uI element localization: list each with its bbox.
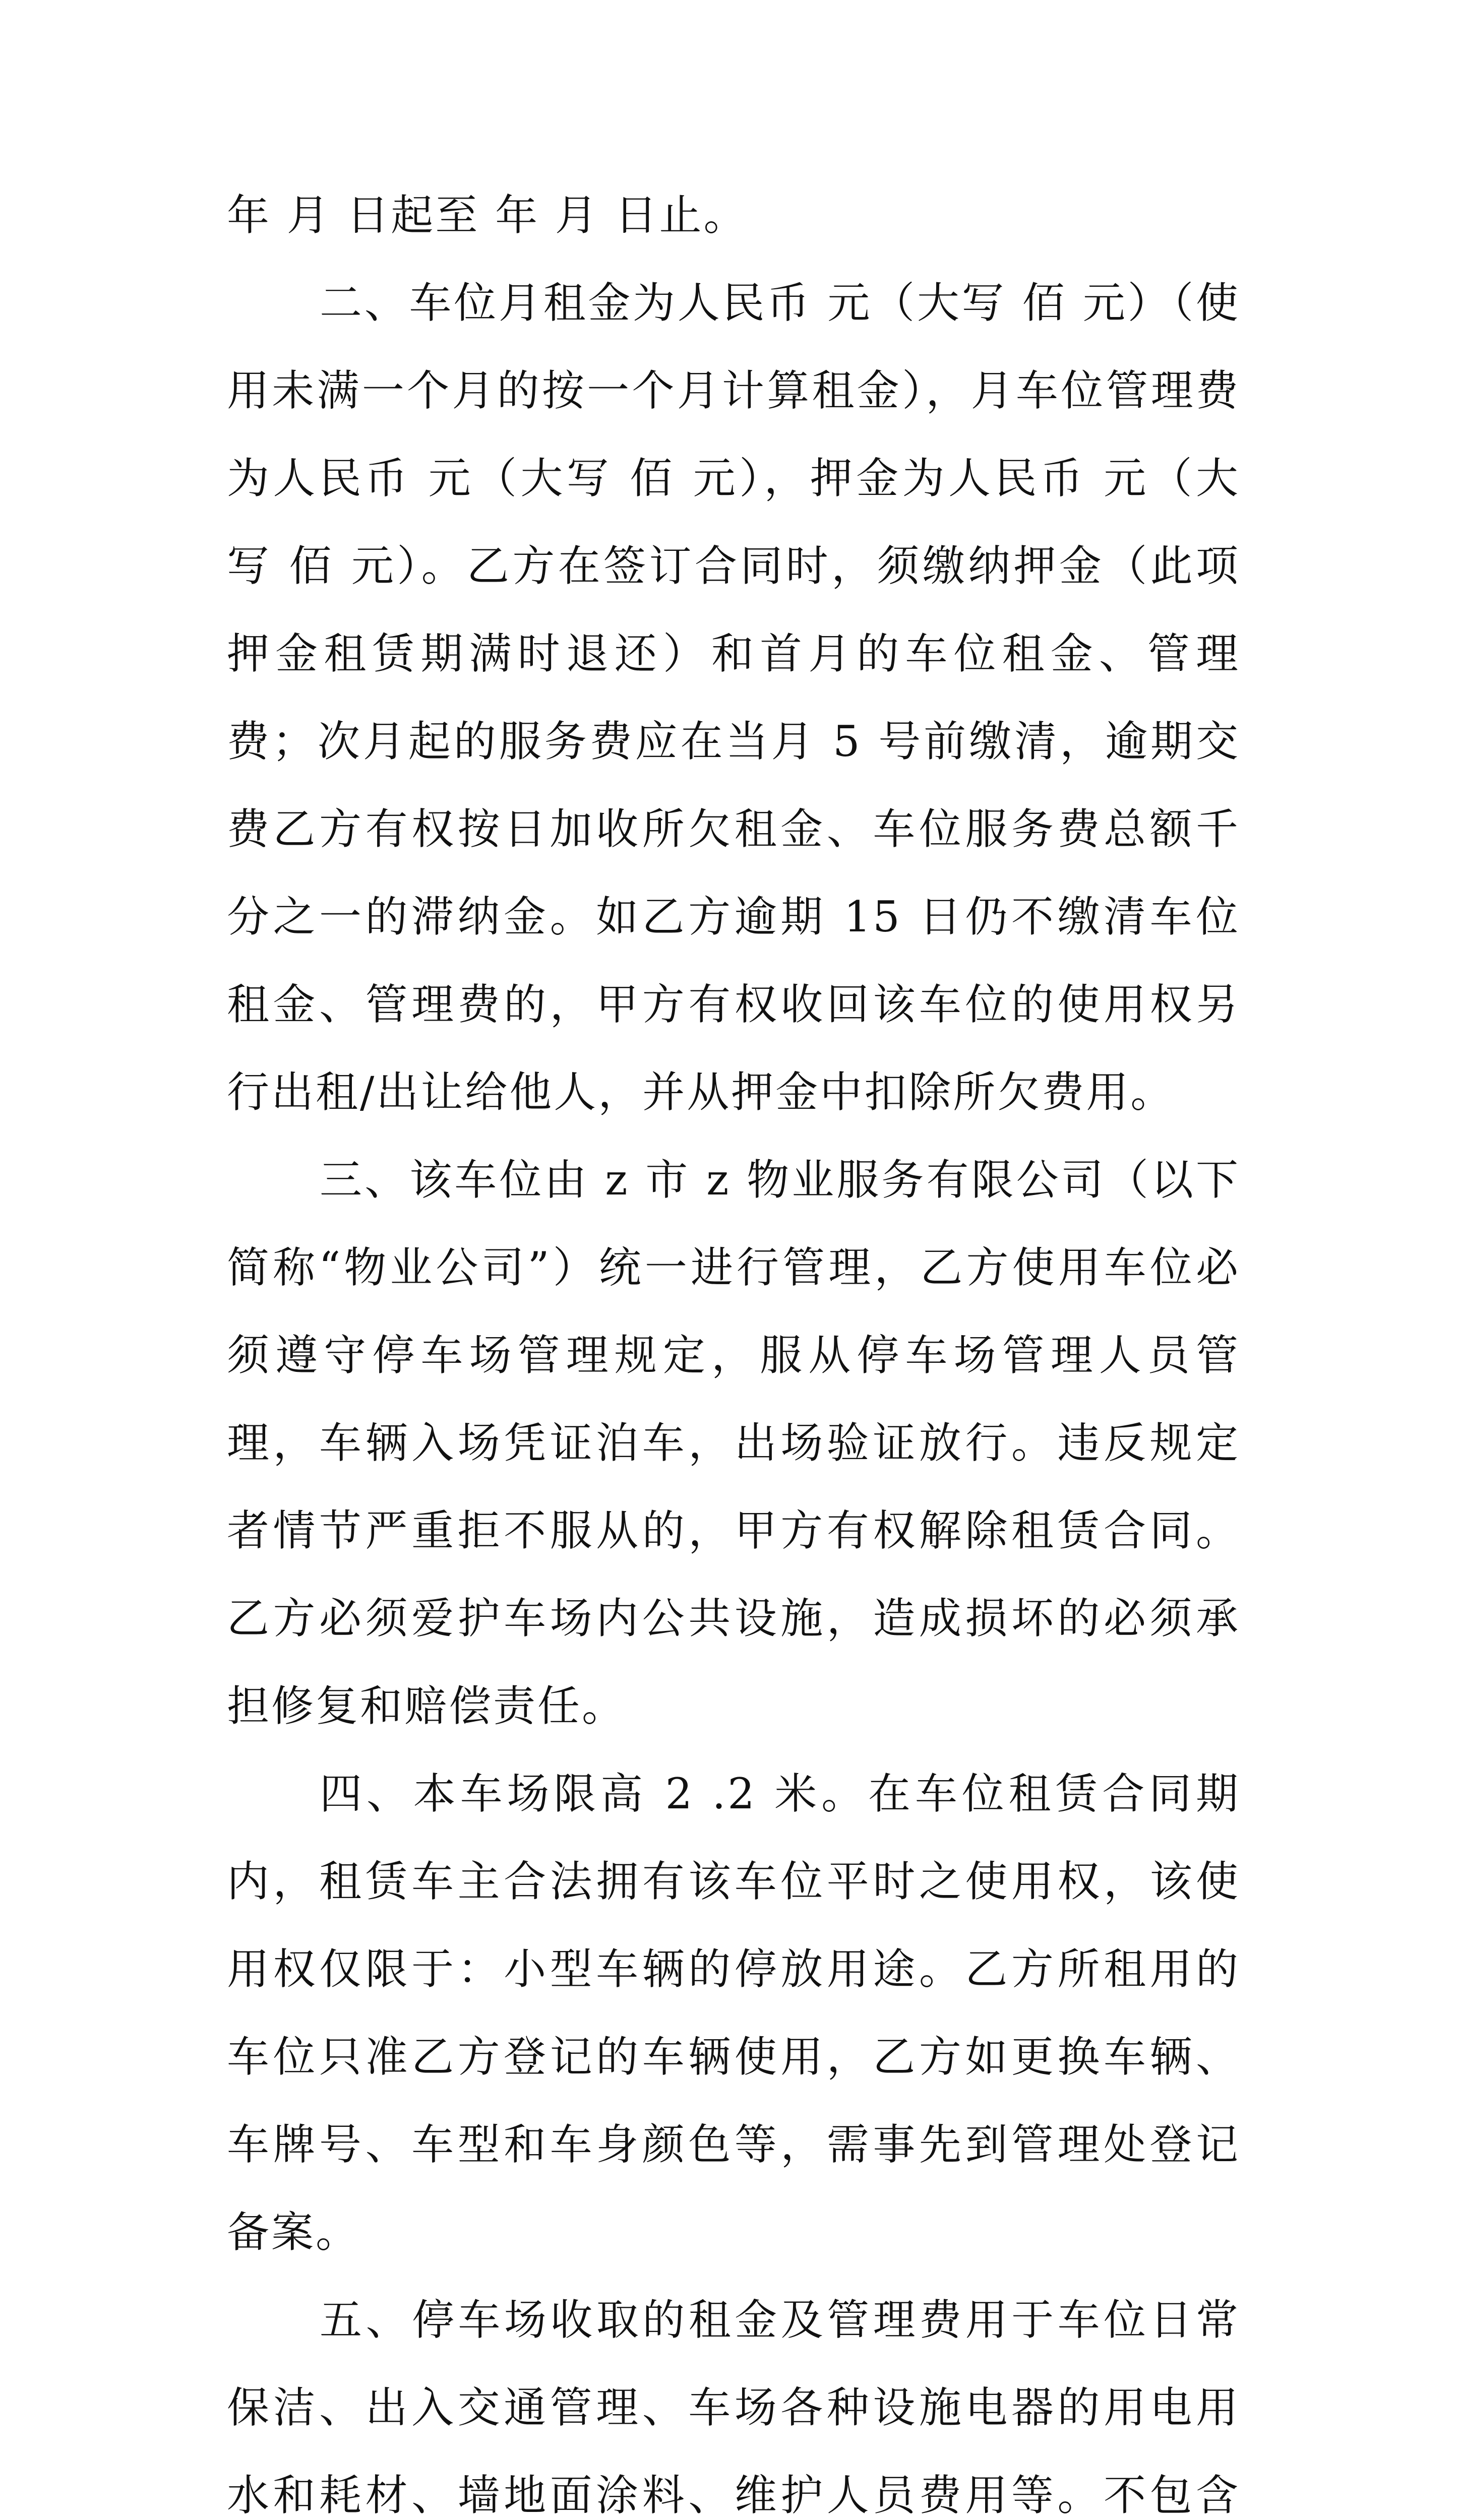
paragraph-fee-usage: 五、停车场收取的租金及管理费用于车位日常保洁、出入交通管理、车场各种设施电器的用电用水和耗材、墙地面涂料、维护人员费用等。不包含 [227, 2295, 1240, 2520]
paragraph-height-limit-and-usage: 四、本车场限高 2 .2 米。在车位租赁合同期内，租赁车主合法拥有该车位平时之使用权，该使用权仅限于：小型车辆的停放用途。乙方所租用的车位只准乙方登记的车辆使用，乙方如更换车辆、车牌号、车型和车身颜色等，需事先到管理处登记备案。 [227, 1769, 1240, 2257]
contract-body [227, 171, 1240, 2520]
paragraph-date-range: 年 月 日起至 年 月 日止。 [227, 191, 748, 240]
paragraph-rent-and-fees: 二、车位月租金为人民币 元（大写 佰 元）（使用未满一个月的按一个月计算租金），月车位管理费为人民币 元（大写 佰 元），押金为人民币 元（大写 佰 元）。乙方在签订合同时，须缴纳押金（此项押金租赁期满时退还）和首月的车位租金、管理费；次月起的服务费应在当月 5 号前缴清，逾期交费乙方有权按日加收所欠租金、车位服务费总额千分之一的滞纳金。如乙方逾期 15 日仍不缴清车位租金、管理费的，甲方有权收回该车位的使用权另行出租/出让给他人，并从押金中扣除所欠费用。 [227, 278, 1240, 1117]
paragraph-management-rules: 三、该车位由 z 市 z 物业服务有限公司（以下简称“物业公司”）统一进行管理，乙方使用车位必须遵守停车场管理规定，服从停车场管理人员管理，车辆入场凭证泊车，出场验证放行。违反规定者情节严重拒不服从的，甲方有权解除租赁合同。乙方必须爱护车场内公共设施，造成损坏的必须承担修复和赔偿责任。 [227, 1155, 1240, 1731]
